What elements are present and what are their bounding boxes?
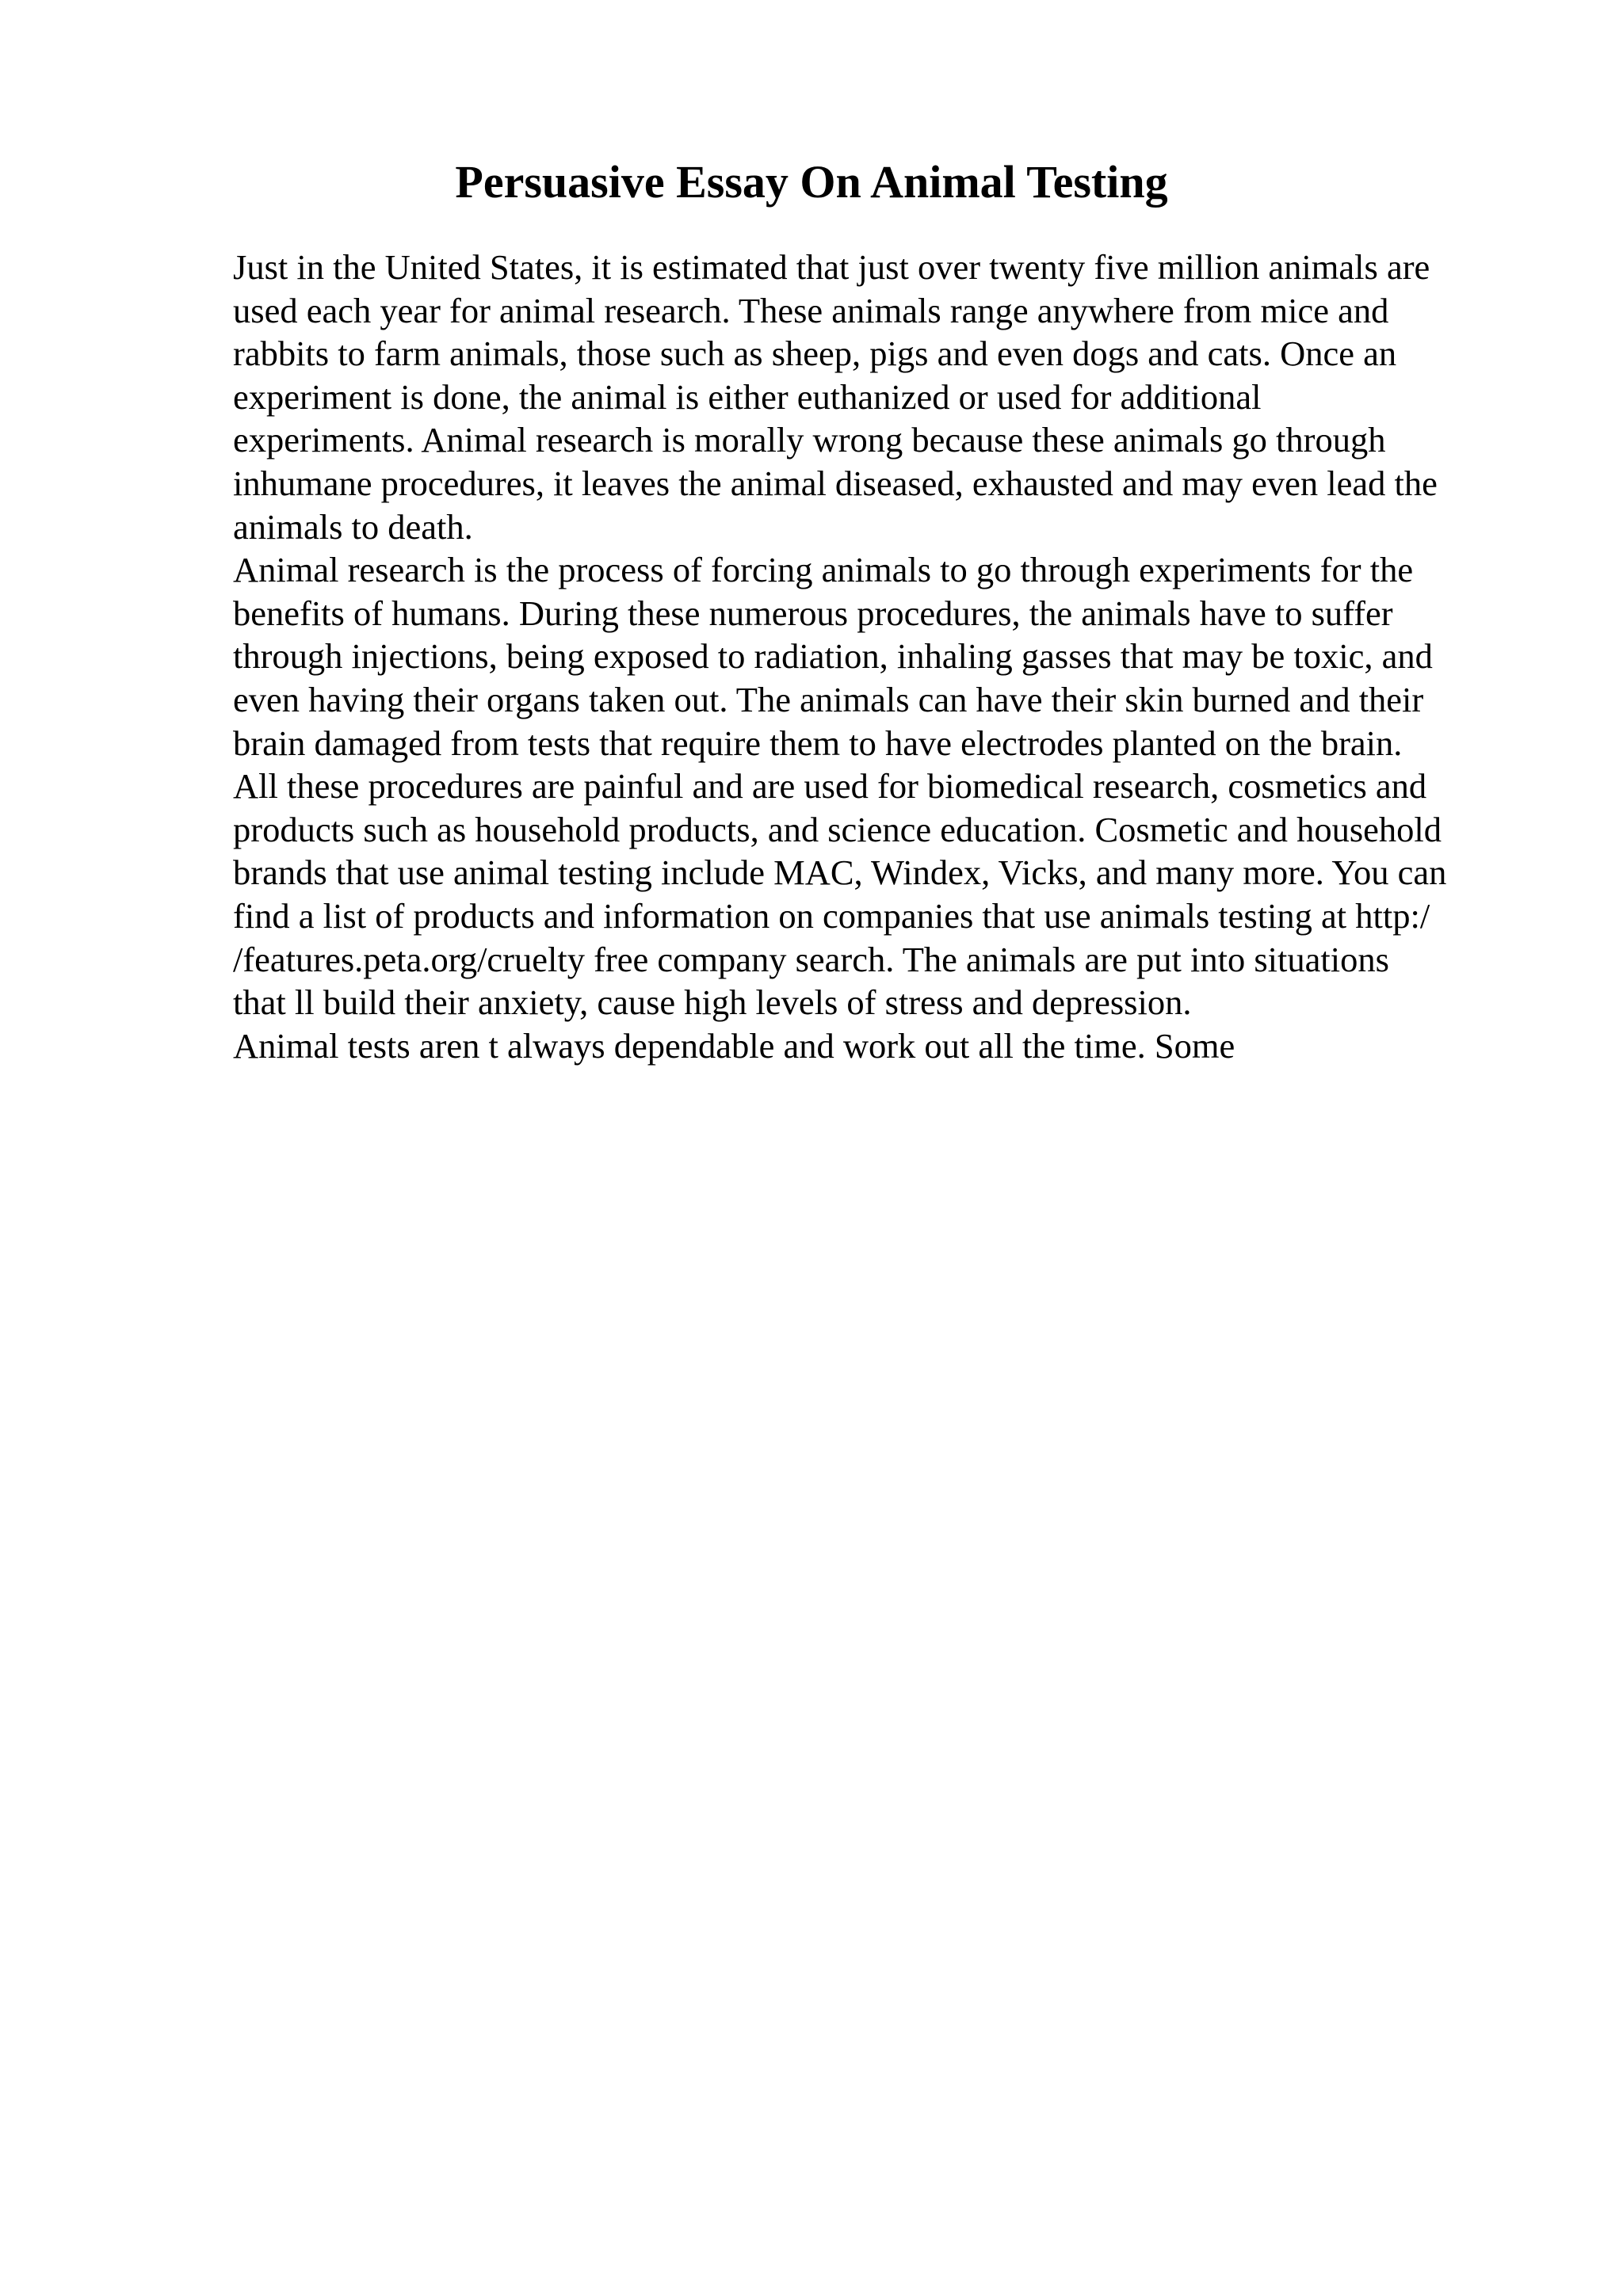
document-body [233,246,1612,1067]
body-line: /features.peta.org/cruelty free company search. The animals are put into situations [233,939,1389,979]
body-line: inhumane procedures, it leaves the animal diseased, exhausted and may even lead the [233,463,1438,503]
body-line: rabbits to farm animals, those such as sheep, pigs and even dogs and cats. Once an [233,334,1397,374]
body-line: animals to death. [233,506,473,547]
body-line: brain damaged from tests that require them to have electrodes planted on the brain. [233,723,1403,763]
body-line: Animal research is the process of forcing animals to go through experiments for the [233,550,1414,590]
body-line: experiments. Animal research is morally wrong because these animals go through [233,420,1386,460]
body-line: Animal tests aren t always dependable and work out all the time. Some [233,1025,1235,1066]
body-line: find a list of products and information on companies that use animals testing at http:/ [233,895,1430,936]
body-line: benefits of humans. During these numerous procedures, the animals have to suffer [233,593,1393,633]
body-line: used each year for animal research. These animals range anywhere from mice and [233,290,1389,330]
body-line: products such as household products, and science education. Cosmetic and household [233,809,1442,849]
body-line: that ll build their anxiety, cause high levels of stress and depression. [233,982,1192,1023]
document-title: Persuasive Essay On Animal Testing [455,156,1168,208]
body-line: experiment is done, the animal is either euthanized or used for additional [233,376,1262,417]
body-line: even having their organs taken out. The animals can have their skin burned and their [233,679,1424,719]
body-line: Just in the United States, it is estimated that just over twenty five million animals are [233,247,1430,287]
body-line: through injections, being exposed to radiation, inhaling gasses that may be toxic, and [233,636,1433,677]
body-line: All these procedures are painful and are used for biomedical research, cosmetics and [233,766,1427,807]
body-line: brands that use animal testing include MAC, Windex, Vicks, and many more. You can [233,852,1447,893]
